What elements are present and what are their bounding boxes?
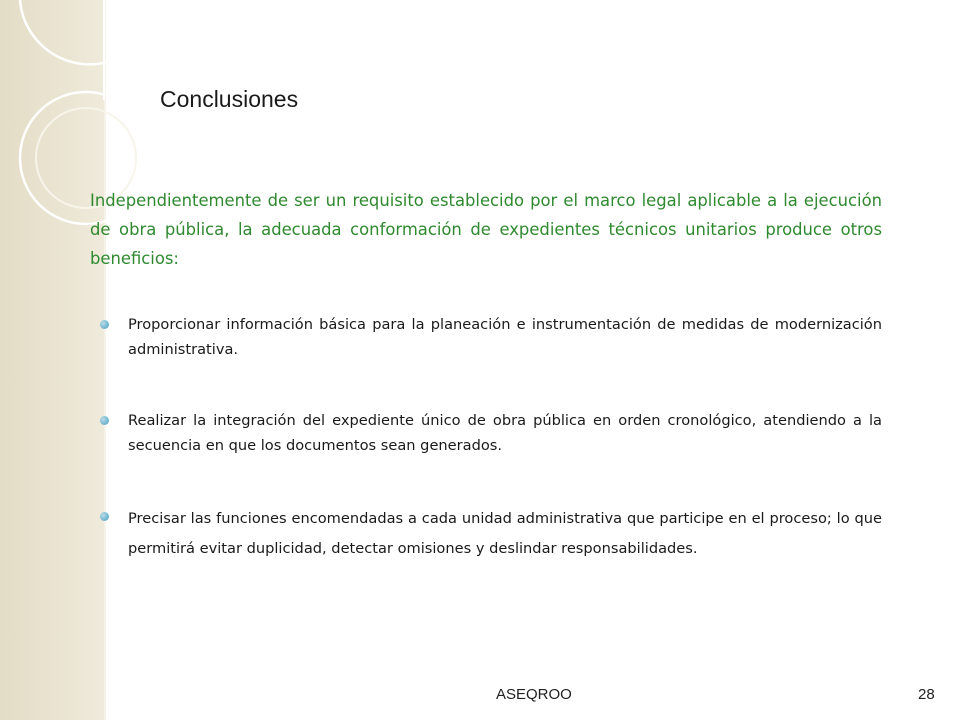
list-item-text: Precisar las funciones encomendadas a cada unidad administrativa que participe en el proceso; lo que permitirá evitar duplicidad, detectar omisiones y deslindar responsabilidades. <box>128 510 882 557</box>
list-item-text: Realizar la integración del expediente único de obra pública en orden cronológico, atendiendo a la secuencia en que los documentos sean generados. <box>128 412 882 454</box>
page-number: 28 <box>918 686 935 703</box>
bullet-dot-icon <box>100 512 109 521</box>
list-item <box>100 408 882 458</box>
intro-paragraph: Independientemente de ser un requisito establecido por el marco legal aplicable a la ejecución de obra pública, la adecuada conformación de expedientes técnicos unitarios produce otros beneficios: <box>90 191 882 268</box>
list-item <box>100 312 882 362</box>
slide-title: Conclusiones <box>160 86 299 112</box>
list-item <box>100 504 882 564</box>
bullet-dot-icon <box>100 416 109 425</box>
decorative-arc-top <box>20 0 150 64</box>
footer-organization: ASEQROO <box>496 686 572 703</box>
list-item-text: Proporcionar información básica para la planeación e instrumentación de medidas de modernización administrativa. <box>128 316 882 358</box>
benefits-list <box>100 312 882 564</box>
bullet-dot-icon <box>100 320 109 329</box>
